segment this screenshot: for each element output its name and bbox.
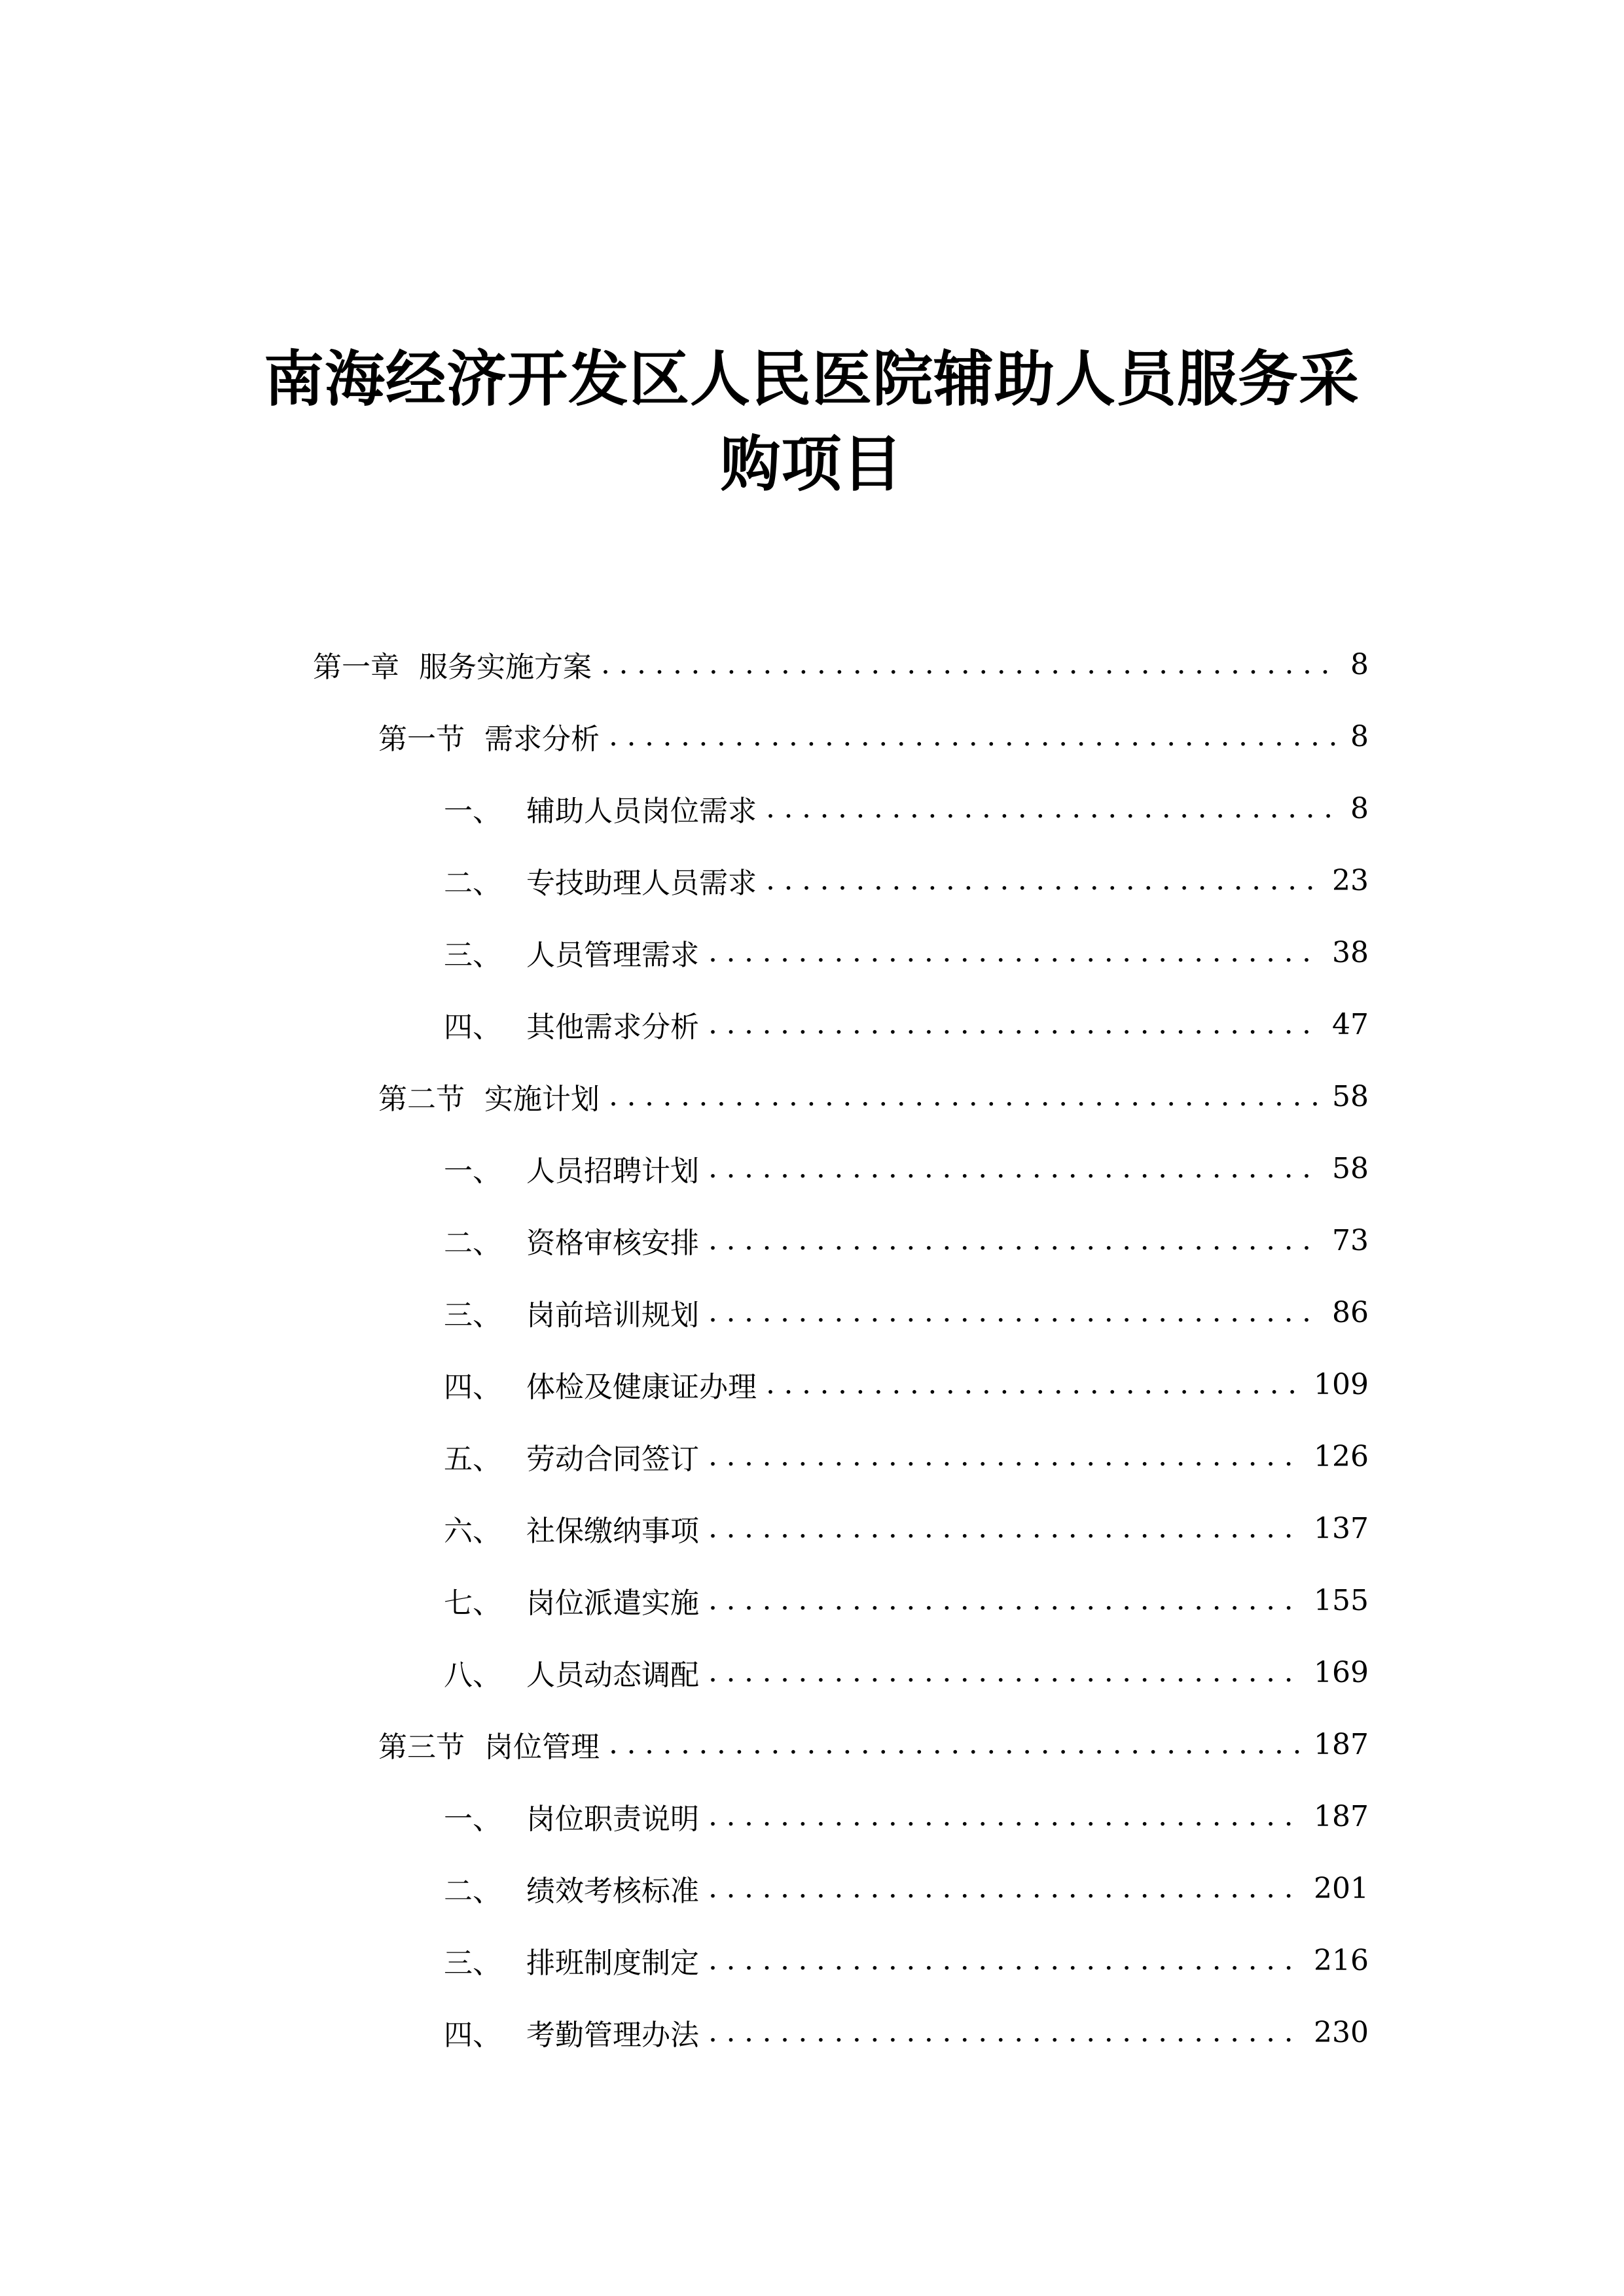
toc-entry[interactable] [444,785,1369,831]
toc-entry-page-number: 169 [1314,1655,1369,1689]
toc-dot-leader [609,713,1339,759]
toc-entry-number: 二、 [444,1227,501,1260]
toc-entry[interactable] [444,1361,1369,1407]
toc-dot-leader [601,641,1339,687]
toc-entry-label: 辅助人员岗位需求 [526,795,757,828]
toc-entry-number: 七、 [444,1587,501,1620]
toc-entry-number: 第二节 [378,1083,465,1116]
toc-entry-label: 岗前培训规划 [526,1299,699,1332]
toc-entry[interactable] [444,1793,1369,1839]
toc-entry[interactable] [444,1577,1369,1623]
toc-dot-leader [708,1001,1320,1047]
toc-dot-leader [609,1721,1302,1767]
toc-entry-label: 体检及健康证办理 [526,1371,757,1404]
toc-dot-leader [766,1361,1302,1407]
toc-entry-page-number: 73 [1332,1223,1369,1257]
toc-entry-label: 资格审核安排 [526,1227,699,1260]
toc-entry[interactable] [444,929,1369,975]
toc-entry-page-number: 8 [1350,791,1369,825]
toc-entry[interactable] [378,1721,1369,1767]
toc-dot-leader [708,1217,1320,1263]
toc-entry-number: 五、 [444,1443,501,1476]
toc-entry-number: 一、 [444,795,501,828]
toc-entry[interactable] [313,641,1369,687]
toc-entry-page-number: 23 [1332,863,1369,897]
toc-entry-page-number: 187 [1314,1727,1369,1761]
toc-dot-leader [708,1937,1302,1983]
toc-entry-page-number: 201 [1314,1871,1369,1905]
document-title-line-1: 南海经济开发区人民医院辅助人员服务采 [263,344,1360,414]
toc-entry-number: 二、 [444,867,501,900]
toc-entry-page-number: 155 [1314,1583,1369,1617]
toc-entry[interactable] [444,1145,1369,1191]
toc-dot-leader [708,1433,1302,1479]
toc-entry-page-number: 38 [1332,935,1369,969]
toc-entry[interactable] [444,857,1369,903]
toc-entry-number: 三、 [444,1946,501,1980]
toc-dot-leader [708,929,1320,975]
toc-dot-leader [708,1793,1302,1839]
toc-entry-number: 一、 [444,1155,501,1188]
toc-dot-leader [708,2009,1302,2055]
toc-dot-leader [708,1505,1302,1551]
toc-entry-label: 劳动合同签订 [526,1443,699,1476]
toc-entry-label: 岗位管理 [484,1731,600,1764]
toc-entry-label: 需求分析 [484,723,600,756]
toc-entry[interactable] [378,1073,1369,1119]
toc-dot-leader [708,1289,1320,1335]
toc-entry-page-number: 230 [1314,2015,1369,2049]
toc-entry-page-number: 216 [1314,1943,1369,1977]
toc-entry[interactable] [444,1865,1369,1911]
toc-dot-leader [766,785,1339,831]
toc-entry-number: 六、 [444,1515,501,1548]
toc-entry-page-number: 58 [1332,1151,1369,1185]
toc-entry-number: 四、 [444,1011,501,1044]
toc-dot-leader [609,1073,1320,1119]
toc-entry-page-number: 126 [1314,1439,1369,1473]
toc-entry[interactable] [444,1001,1369,1047]
toc-entry[interactable] [444,2009,1369,2055]
toc-entry-label: 排班制度制定 [526,1946,699,1980]
toc-entry-page-number: 109 [1314,1367,1369,1401]
toc-entry[interactable] [444,1505,1369,1551]
toc-entry-page-number: 137 [1314,1511,1369,1545]
toc-entry-label: 其他需求分析 [526,1011,699,1044]
toc-entry-page-number: 187 [1314,1799,1369,1833]
document-title-line-2: 购项目 [720,429,903,499]
toc-entry-label: 服务实施方案 [419,651,592,684]
toc-entry-label: 专技助理人员需求 [526,867,757,900]
toc-entry-page-number: 86 [1332,1295,1369,1329]
toc-entry[interactable] [444,1937,1369,1983]
toc-entry-number: 第三节 [378,1731,465,1764]
toc-entry-number: 一、 [444,1803,501,1836]
toc-entry-label: 人员管理需求 [526,939,699,972]
toc-entry-label: 绩效考核标准 [526,1874,699,1908]
toc-dot-leader [708,1577,1302,1623]
toc-dot-leader [708,1649,1302,1695]
toc-entry-number: 八、 [444,1659,501,1692]
toc-entry[interactable] [444,1217,1369,1263]
toc-entry-page-number: 8 [1350,647,1369,681]
toc-entry-number: 三、 [444,939,501,972]
toc-dot-leader [708,1145,1320,1191]
toc-entry-number: 第一节 [378,723,465,756]
toc-entry-page-number: 8 [1350,719,1369,753]
toc-entry[interactable] [444,1649,1369,1695]
toc-dot-leader [766,857,1320,903]
toc-entry-label: 岗位派遣实施 [526,1587,699,1620]
toc-entry-number: 二、 [444,1874,501,1908]
toc-entry[interactable] [378,713,1369,759]
toc-entry-page-number: 58 [1332,1079,1369,1113]
toc-entry-label: 实施计划 [484,1083,600,1116]
toc-entry-label: 岗位职责说明 [526,1803,699,1836]
toc-entry-label: 人员招聘计划 [526,1155,699,1188]
toc-entry[interactable] [444,1433,1369,1479]
toc-entry-number: 四、 [444,1371,501,1404]
toc-dot-leader [708,1865,1302,1911]
toc-entry-number: 四、 [444,2018,501,2052]
toc-entry[interactable] [444,1289,1369,1335]
toc-entry-number: 三、 [444,1299,501,1332]
toc-entry-number: 第一章 [313,651,399,684]
toc-entry-label: 社保缴纳事项 [526,1515,699,1548]
toc-entry-label: 考勤管理办法 [526,2018,699,2052]
toc-entry-label: 人员动态调配 [526,1659,699,1692]
toc-entry-page-number: 47 [1332,1007,1369,1041]
